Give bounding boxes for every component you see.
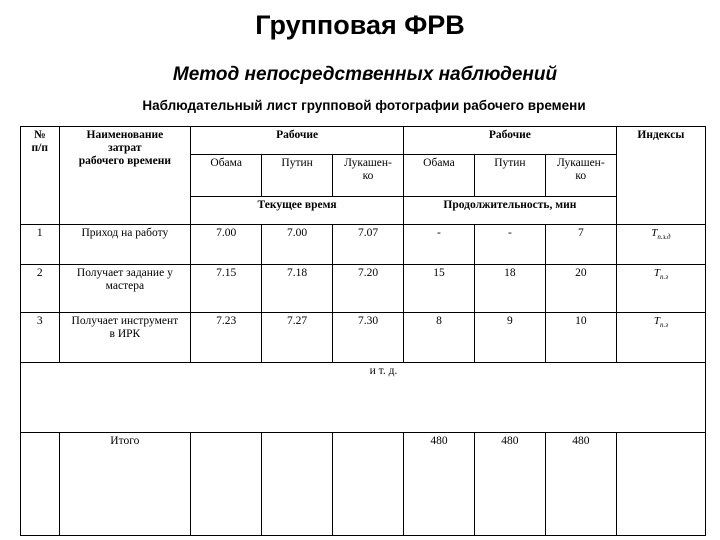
row-1-index-value [651, 227, 671, 242]
table-row [21, 225, 706, 265]
header-no [21, 127, 60, 225]
row-2-index-sub: п.з [659, 273, 668, 282]
header-workers-group-2: Рабочие [404, 127, 617, 155]
total-time-putin [262, 433, 333, 536]
row-3-name-line2: в ИРК [109, 328, 141, 341]
header-worker-obama-1: Обама [191, 155, 262, 197]
total-duration-putin: 480 [474, 433, 545, 536]
row-1-duration-obama: - [404, 225, 475, 265]
row-3-duration-lukashenko: 10 [545, 313, 616, 363]
page-title: Групповая ФРВ [255, 10, 465, 40]
header-worker-obama-2: Обама [404, 155, 475, 197]
header-duration: Продолжительность, мин [404, 197, 617, 225]
table-row-etc [21, 363, 706, 433]
row-2-time-obama: 7.15 [191, 265, 262, 313]
header-worker-lukashenko-1-line1: Лукашен- [344, 157, 392, 169]
total-duration-obama: 480 [404, 433, 475, 536]
row-1-time-obama: 7.00 [191, 225, 262, 265]
row-2-index [616, 265, 705, 313]
row-1-name [59, 225, 191, 265]
header-worker-lukashenko-1-line2: ко [362, 170, 374, 183]
header-row-groups [21, 127, 706, 155]
row-etc: и т. д. [21, 363, 706, 433]
total-time-obama [191, 433, 262, 536]
row-2-index-value [653, 267, 668, 282]
row-3-duration-obama: 8 [404, 313, 475, 363]
row-1-duration-putin: - [474, 225, 545, 265]
row-2-name [59, 265, 191, 313]
row-3-index-sub: п.з [659, 321, 668, 330]
row-1-time-putin: 7.00 [262, 225, 333, 265]
row-3-name [59, 313, 191, 363]
header-indices: Индексы [616, 127, 705, 225]
row-1-duration-lukashenko: 7 [545, 225, 616, 265]
row-1-no: 1 [21, 225, 60, 265]
row-1-index-main: T [651, 227, 658, 239]
header-worker-putin-2: Путин [474, 155, 545, 197]
row-3-no: 3 [21, 313, 60, 363]
header-name-line1: Наименование [86, 129, 164, 141]
total-no [21, 433, 60, 536]
header-worker-lukashenko-1 [333, 155, 404, 197]
table-row-total [21, 433, 706, 536]
table-row [21, 265, 706, 313]
row-2-no: 2 [21, 265, 60, 313]
row-2-duration-lukashenko: 20 [545, 265, 616, 313]
header-no-line1: № [33, 129, 46, 141]
row-2-duration-putin: 18 [474, 265, 545, 313]
header-worker-lukashenko-2-line2: ко [575, 170, 587, 183]
total-index [616, 433, 705, 536]
row-2-name-line2: мастера [105, 280, 145, 293]
row-3-time-obama: 7.23 [191, 313, 262, 363]
row-1-index [616, 225, 705, 265]
total-label: Итого [59, 433, 191, 536]
row-2-time-lukashenko: 7.20 [333, 265, 404, 313]
header-worker-lukashenko-2 [545, 155, 616, 197]
header-name-line2: затрат [108, 142, 142, 155]
header-workers-group-1: Рабочие [191, 127, 404, 155]
table-row [21, 313, 706, 363]
row-3-name-line1: Получает инструмент [71, 315, 179, 327]
page-subtitle: Метод непосредственных наблюдений [172, 64, 558, 85]
header-current-time: Текущее время [191, 197, 404, 225]
row-1-time-lukashenko: 7.07 [333, 225, 404, 265]
row-3-index-main: T [653, 315, 660, 327]
row-3-index [616, 313, 705, 363]
row-2-duration-obama: 15 [404, 265, 475, 313]
row-1-name-line1: Приход на работу [81, 227, 169, 239]
total-time-lukashenko [333, 433, 404, 536]
header-name-line3: рабочего времени [78, 155, 171, 168]
table-caption: Наблюдательный лист групповой фотографии рабочего времени [142, 98, 586, 113]
header-no-line2: п/п [31, 142, 48, 155]
row-3-time-putin: 7.27 [262, 313, 333, 363]
row-3-time-lukashenko: 7.30 [333, 313, 404, 363]
header-name [59, 127, 191, 225]
row-3-duration-putin: 9 [474, 313, 545, 363]
total-duration-lukashenko: 480 [545, 433, 616, 536]
row-1-index-sub: п.з.д [657, 233, 671, 242]
row-3-index-value [653, 315, 668, 330]
row-2-name-line1: Получает задание у [76, 267, 173, 279]
header-worker-putin-1: Путин [262, 155, 333, 197]
observation-sheet-table [20, 126, 706, 536]
header-worker-lukashenko-2-line1: Лукашен- [556, 157, 605, 169]
row-2-time-putin: 7.18 [262, 265, 333, 313]
row-2-index-main: T [653, 267, 660, 279]
